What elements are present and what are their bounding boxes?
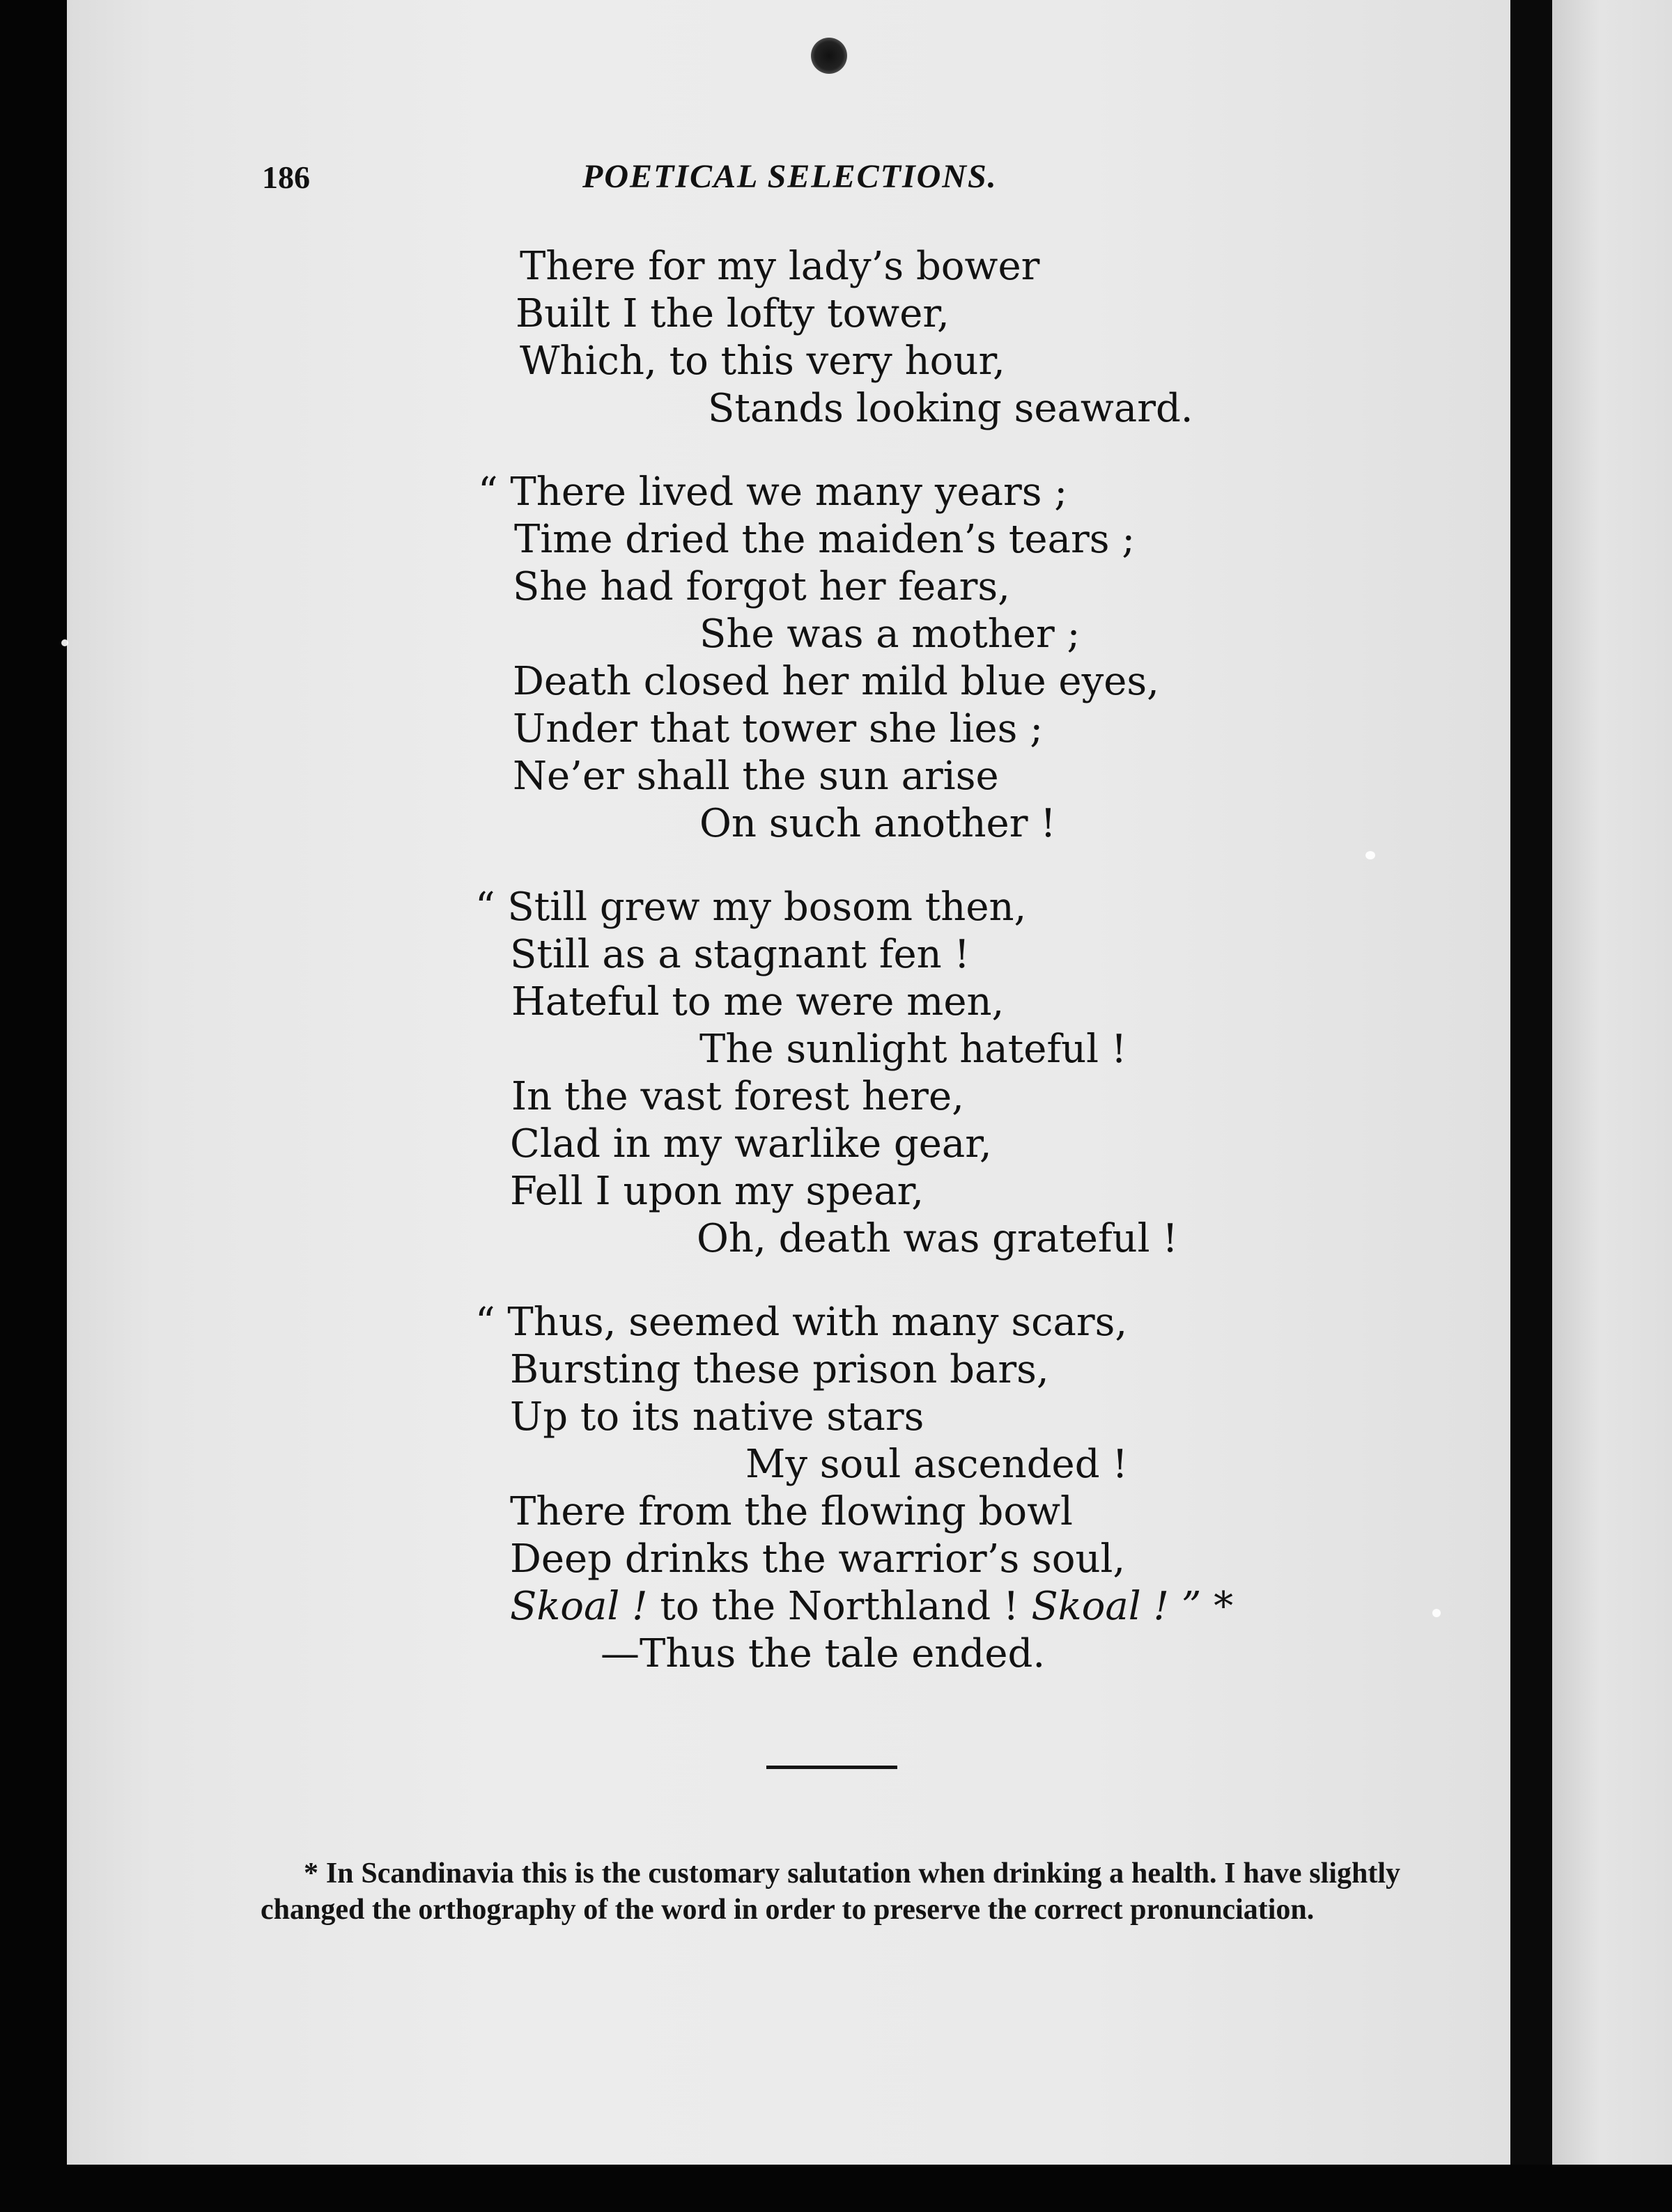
poem-line: Still as a stagnant fen ! [510,932,970,977]
poem-line: Time dried the maiden’s tears ; [514,517,1136,562]
skoal-word: Skoal ! ” [1031,1584,1202,1629]
poem-line: Under that tower she lies ; [513,706,1044,751]
poem-closing-line: —Thus the tale ended. [601,1631,1046,1676]
poem-line: On such another ! [699,801,1056,846]
poem-line: Up to its native stars [510,1394,924,1440]
book-gutter [1510,0,1552,2165]
poem-line: “ There lived we many years ; [478,469,1068,515]
running-title: POETICAL SELECTIONS. [582,158,998,195]
poem-line: Which, to this very hour, [520,338,1005,384]
dust-speck [1365,851,1375,859]
footnote-marker: * [1201,1584,1234,1629]
poem-line: Deep drinks the warrior’s soul, [510,1536,1126,1582]
poem-line: Clad in my warlike gear, [510,1121,992,1167]
scan-border [0,2165,1672,2212]
poem-line: There from the flowing bowl [510,1489,1073,1534]
poem-line: My soul ascended ! [745,1442,1128,1487]
poem-line: Stands looking seaward. [708,386,1193,431]
binding-hole [811,38,847,74]
poem-line: The sunlight hateful ! [699,1027,1127,1072]
dust-speck [61,639,68,646]
poem-line: She was a mother ; [699,612,1081,657]
adjacent-page-edge [1552,0,1672,2165]
dust-speck [1432,1609,1441,1617]
poem-line-skoal [510,1584,1234,1629]
poem-line: Fell I upon my spear, [510,1169,924,1214]
poem-line: “ Thus, seemed with many scars, [475,1300,1128,1345]
poem-line: “ Still grew my bosom then, [475,885,1027,930]
poem-line: She had forgot her fears, [513,564,1010,609]
skoal-word: Skoal ! [510,1584,648,1629]
poem-line: Built I the lofty tower, [516,291,950,336]
poem-line: There for my lady’s bower [520,244,1040,289]
poem-line: Hateful to me were men, [511,979,1005,1025]
footnote: * In Scandinavia this is the customary salutation when drinking a health. I have slightly changed the orthography of the word in order to preserve the correct pronunciation. [261,1857,1400,1926]
poem-line: In the vast forest here, [511,1074,964,1119]
page-number: 186 [262,159,310,195]
poem-line: Ne’er shall the sun arise [513,754,999,799]
skoal-line-middle: to the Northland ! [647,1584,1032,1629]
poem-line: Bursting these prison bars, [510,1347,1049,1392]
poem-line: Death closed her mild blue eyes, [513,659,1159,704]
poem-line: Oh, death was grateful ! [697,1216,1178,1261]
footnote-divider [766,1766,897,1769]
